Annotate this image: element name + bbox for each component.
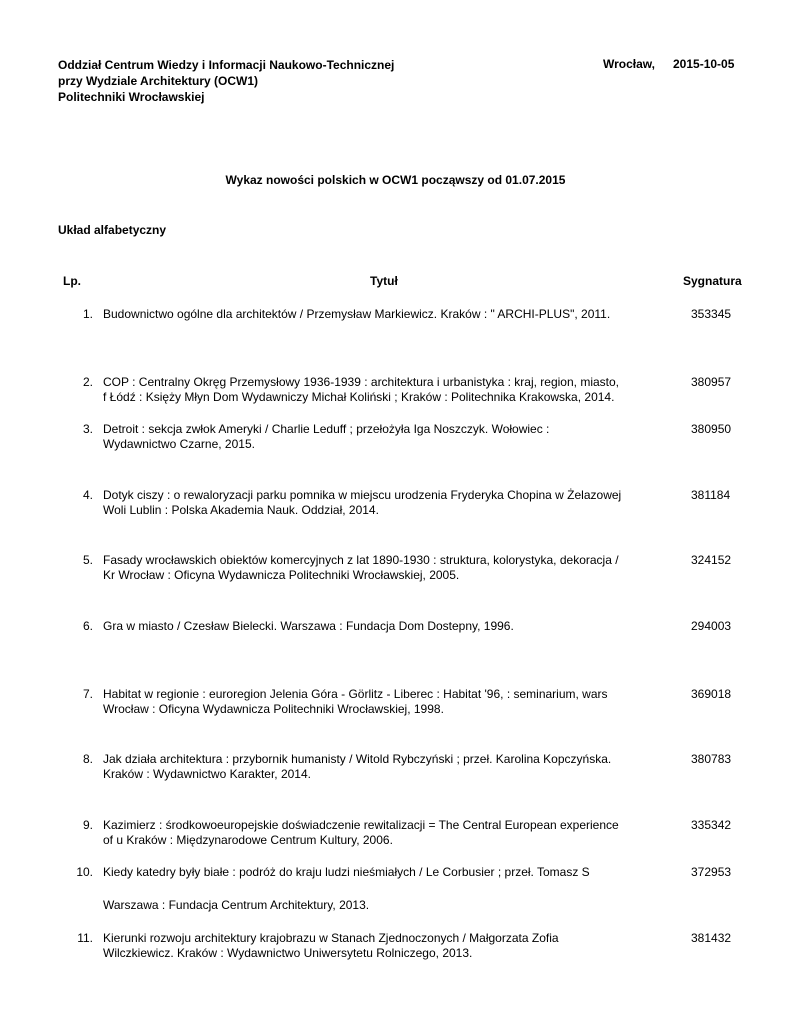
row-title-line: Gra w miasto / Czesław Bielecki. Warszawa : Fundacja Dom Dostepny, 1996. <box>103 619 514 633</box>
row-title-line: of u Kraków : Międzynarodowe Centrum Kultury, 2006. <box>103 833 393 847</box>
row-title <box>103 931 668 961</box>
row-signature: 372953 <box>691 865 732 879</box>
row-title-line: Kraków : Wydawnictwo Karakter, 2014. <box>103 767 311 781</box>
row-title <box>103 687 668 717</box>
row-title-continuation: Warszawa : Fundacja Centrum Architektury, 2013. <box>103 898 370 912</box>
row-title-line: Dotyk ciszy : o rewaloryzacji parku pomnika w miejscu urodzenia Fryderyka Chopina w Żelazowej <box>103 488 622 502</box>
row-title-line: Wydawnictwo Czarne, 2015. <box>103 437 255 451</box>
row-number: 8. <box>82 752 93 766</box>
row-number: 4. <box>82 488 93 502</box>
row-signature: 335342 <box>691 818 732 832</box>
row-title-line: Kierunki rozwoju architektury krajobrazu w Stanach Zjednoczonych / Małgorzata Zofia <box>103 931 559 945</box>
column-header-title: Tytuł <box>370 274 398 288</box>
institution-line: Politechniki Wrocławskiej <box>58 90 205 104</box>
header-city: Wrocław, <box>603 57 656 71</box>
row-number: 10. <box>76 865 93 879</box>
row-signature: 353345 <box>691 307 732 321</box>
row-number: 9. <box>82 818 93 832</box>
row-title-line: Kiedy katedry były białe : podróż do kraju ludzi nieśmiałych / Le Corbusier ; przeł. Tomasz S <box>103 865 590 879</box>
row-title-line: Jak działa architektura : przybornik humanisty / Witold Rybczyński ; przeł. Karolina Kopczyńska. <box>103 752 612 766</box>
row-title-line: COP : Centralny Okręg Przemysłowy 1936-1939 : architektura i urbanistyka : kraj, region, miasto, <box>103 375 619 389</box>
row-signature: 381184 <box>691 488 731 502</box>
row-title-line: Kr Wrocław : Oficyna Wydawnicza Politechniki Wrocławskiej, 2005. <box>103 568 460 582</box>
row-signature: 380783 <box>691 752 732 766</box>
row-title-line: Detroit : sekcja zwłok Ameryki / Charlie Leduff ; przełożyła Iga Noszczyk. Wołowiec : <box>103 422 550 436</box>
column-header-lp: Lp. <box>63 274 81 288</box>
document-subtitle: Układ alfabetyczny <box>58 223 167 237</box>
column-header-signature: Sygnatura <box>683 274 742 288</box>
row-title <box>103 619 668 634</box>
row-title-line: Kazimierz : środkowoeuropejskie doświadczenie rewitalizacji = The Central European experience <box>103 818 619 832</box>
document-title: Wykaz nowości polskich w OCW1 począwszy od 01.07.2015 <box>225 173 566 187</box>
row-title-line: Wilczkiewicz. Kraków : Wydawnictwo Uniwersytetu Rolniczego, 2013. <box>103 946 473 960</box>
row-number: 11. <box>77 931 93 945</box>
row-signature: 381432 <box>691 931 732 945</box>
row-title <box>103 307 668 322</box>
row-title <box>103 818 668 848</box>
row-title <box>103 422 668 452</box>
row-number: 5. <box>82 553 93 567</box>
row-title-line: Budownictwo ogólne dla architektów / Przemysław Markiewicz. Kraków : " ARCHI-PLUS", 2011. <box>103 307 611 321</box>
row-title-line: Woli Lublin : Polska Akademia Nauk. Oddział, 2014. <box>103 503 379 517</box>
row-number: 2. <box>82 375 93 389</box>
row-title-line: Habitat w regionie : euroregion Jelenia Góra - Görlitz - Liberec : Habitat '96, : seminarium, wars <box>103 687 608 701</box>
institution-line: Oddział Centrum Wiedzy i Informacji Naukowo-Technicznej <box>58 58 395 72</box>
row-signature: 380950 <box>691 422 732 436</box>
row-number: 1. <box>82 307 93 321</box>
row-title <box>103 488 668 518</box>
header-date: 2015-10-05 <box>673 57 735 71</box>
row-signature: 369018 <box>691 687 732 701</box>
institution-line: przy Wydziale Architektury (OCW1) <box>58 74 259 88</box>
row-title-line: Fasady wrocławskich obiektów komercyjnych z lat 1890-1930 : struktura, kolorystyka, dekoracja / <box>103 553 619 567</box>
row-title <box>103 375 668 405</box>
institution-name <box>58 57 394 105</box>
row-title <box>103 752 668 782</box>
row-signature: 324152 <box>691 553 732 567</box>
row-title-line: f Łódź : Księży Młyn Dom Wydawniczy Michał Koliński ; Kraków : Politechnika Krakowska, 2014. <box>103 390 615 404</box>
row-title <box>103 865 668 880</box>
row-signature: 294003 <box>691 619 732 633</box>
row-number: 6. <box>82 619 93 633</box>
row-number: 7. <box>82 687 93 701</box>
row-signature: 380957 <box>691 375 732 389</box>
row-title <box>103 553 668 583</box>
row-number: 3. <box>82 422 93 436</box>
row-title-line: Wrocław : Oficyna Wydawnicza Politechniki Wrocławskiej, 1998. <box>103 702 444 716</box>
